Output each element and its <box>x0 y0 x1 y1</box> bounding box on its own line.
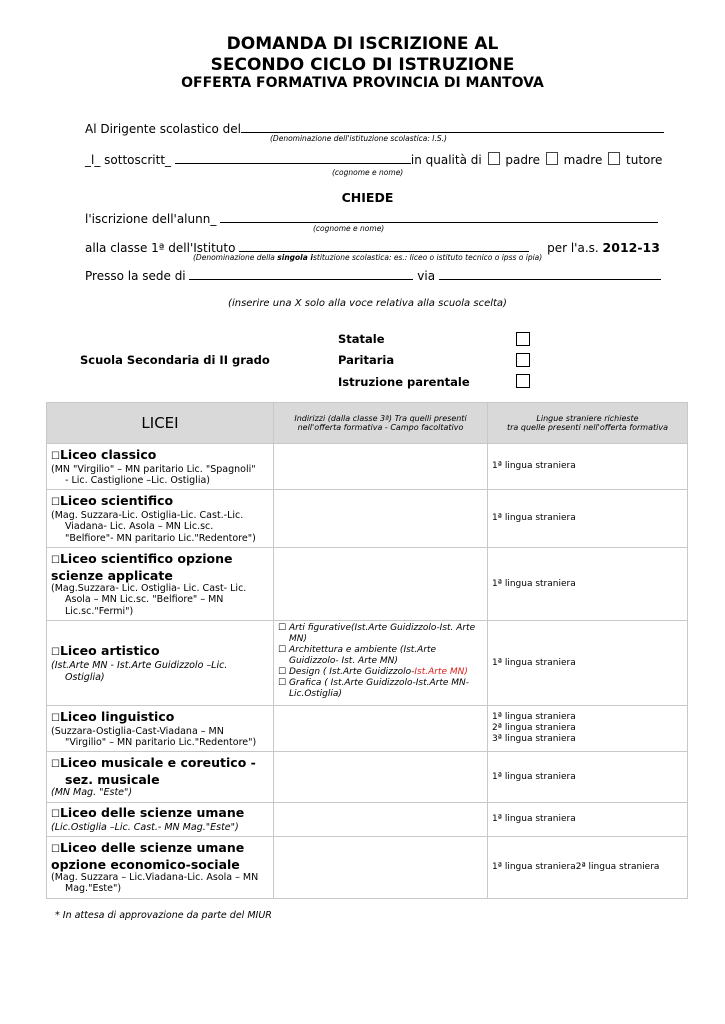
liceo-classico-name: ☐Liceo classico <box>51 446 157 462</box>
classe-hint-post: stituzione scolastica: es.: liceo o istituto tecnico o ipss o ipia) <box>313 253 543 262</box>
indirizzi-cell[interactable] <box>274 706 488 752</box>
dirigente-label: Al Dirigente scolastico del <box>85 122 241 136</box>
sede-line <box>85 268 661 283</box>
indirizzo-architettura[interactable]: ☐ Architettura e ambiente (Ist.Arte <box>278 645 437 655</box>
liceo-scientifico-sa-name: ☐Liceo scientifico opzione <box>51 550 233 566</box>
classe-hint-pre: (Denominazione della <box>193 253 278 262</box>
table-row <box>47 444 688 490</box>
liceo-economico-sociale-name: ☐Liceo delle scienze umane <box>51 839 245 855</box>
indirizzo-arti-figurative[interactable]: ☐ Arti figurative(Ist.Arte Guidizzolo-Ist. Arte <box>278 623 476 633</box>
liceo-desc-line: (Mag. Suzzara-Lic. Ostiglia-Lic. Cast.-Lic. <box>51 509 244 521</box>
dirigente-field[interactable] <box>241 121 664 133</box>
liceo-musicale-cell[interactable] <box>47 752 274 803</box>
liceo-scientifico-name: ☐Liceo scientifico <box>51 492 174 508</box>
lingua-1: 1ª lingua straniera <box>492 712 576 722</box>
liceo-desc-line: (Lic.Ostiglia –Lic. Cast.- MN Mag."Este") <box>51 822 239 833</box>
dirigente-hint: (Denominazione dell'istituzione scolastica: I.S.) <box>270 134 447 143</box>
in-qualita-label: in qualità di <box>410 153 482 167</box>
indirizzi-cell[interactable] <box>274 548 488 621</box>
parentale-checkbox[interactable] <box>516 374 530 388</box>
liceo-economico-sociale-name2: opzione economico-sociale <box>51 856 240 872</box>
liceo-artistico-name: ☐Liceo artistico <box>51 643 160 658</box>
checkbox-icon[interactable]: ☐ <box>278 678 287 688</box>
liceo-scientifico-sa-name2: scienze applicate <box>51 567 173 583</box>
header-lingue-line2: tra quelle presenti nell'offerta formativa <box>507 423 668 432</box>
istituto-field[interactable] <box>239 240 529 252</box>
madre-checkbox[interactable] <box>546 152 558 165</box>
paritaria-checkbox[interactable] <box>516 353 530 367</box>
statale-checkbox[interactable] <box>516 332 530 346</box>
liceo-desc-line: Ostiglia) <box>65 671 105 683</box>
checkbox-icon[interactable]: ☐ <box>51 712 60 724</box>
liceo-desc-line: Lic.sc."Fermi") <box>65 605 134 617</box>
indirizzo-line: Guidizzolo- Ist. Arte MN) <box>289 656 398 666</box>
lingua-cell[interactable]: 1ª lingua straniera <box>488 803 688 837</box>
checkbox-icon[interactable]: ☐ <box>278 623 287 633</box>
indirizzo-grafica[interactable]: ☐ Grafica ( Ist.Arte Guidizzolo-Ist.Arte MN- <box>278 678 470 688</box>
liceo-desc-line: Viadana- Lic. Asola – MN Lic.sc. <box>65 521 214 533</box>
liceo-economico-sociale-cell[interactable] <box>47 836 274 898</box>
table-row <box>47 548 688 621</box>
indirizzo-line: Lic.Ostiglia) <box>289 689 342 699</box>
lingua-cell[interactable]: 1ª lingua straniera <box>488 621 688 706</box>
parentale-label: Istruzione parentale <box>338 375 470 389</box>
liceo-desc-line: (MN Mag. "Este") <box>51 787 133 799</box>
sottoscritto-line <box>85 152 662 167</box>
indirizzi-cell[interactable] <box>274 444 488 490</box>
lingua-3: 3ª lingua straniera <box>492 734 576 744</box>
liceo-desc-line: "Virgilio" – MN paritario Lic."Redentore") <box>65 737 257 748</box>
liceo-desc-line: (Mag. Suzzara – Lic.Viadana-Lic. Asola – MN <box>51 871 259 883</box>
indirizzi-cell[interactable] <box>274 803 488 837</box>
header-indirizzi-line1: Indirizzi (dalla classe 3ª) Tra quelli presenti <box>294 414 467 423</box>
table-row <box>47 752 688 803</box>
paritaria-label: Paritaria <box>338 353 395 367</box>
classe-hint <box>193 253 542 262</box>
sede-label: Presso la sede di <box>85 269 186 283</box>
padre-label: padre <box>505 153 540 167</box>
iscrizione-hint: (cognome e nome) <box>313 224 385 233</box>
liceo-classico-cell[interactable] <box>47 444 274 490</box>
anno-scolastico: 2012-13 <box>602 240 660 255</box>
liceo-musicale-name2: sez. musicale <box>65 772 160 788</box>
tutore-checkbox[interactable] <box>608 152 620 165</box>
liceo-artistico-cell[interactable] <box>47 621 274 706</box>
lingua-cell[interactable]: 1ª lingua straniera <box>488 548 688 621</box>
liceo-desc-line: Mag."Este") <box>65 883 122 894</box>
lingua-cell[interactable]: 1ª lingua straniera <box>488 490 688 548</box>
lingua-cell[interactable]: 1ª lingua straniera2ª lingua straniera <box>488 836 688 898</box>
checkbox-icon[interactable]: ☐ <box>51 809 60 820</box>
indirizzi-artistico-cell[interactable] <box>274 621 488 706</box>
padre-checkbox[interactable] <box>488 152 500 165</box>
liceo-desc-line: (Suzzara-Ostiglia-Cast-Viadana – MN <box>51 725 224 737</box>
sottoscritto-label: _l_ sottoscritt_ <box>85 153 172 167</box>
sottoscritto-hint: (cognome e nome) <box>332 168 404 177</box>
inserire-note: (inserire una X solo alla voce relativa alla scuola scelta) <box>228 298 507 309</box>
via-field[interactable] <box>439 268 661 280</box>
indirizzo-design[interactable]: ☐ Design ( Ist.Arte Guidizzolo-Ist.Arte MN) <box>278 667 468 677</box>
header-licei: LICEI <box>47 403 274 444</box>
iscrizione-label: l'iscrizione dell'alunn_ <box>85 212 217 226</box>
tutore-label: tutore <box>626 153 663 167</box>
indirizzi-cell[interactable] <box>274 490 488 548</box>
title-line-2: SECONDO CICLO DI ISTRUZIONE <box>210 55 515 75</box>
liceo-desc-line: (MN "Virgilio" – MN paritario Lic. "Spagnoli" <box>51 463 256 475</box>
title-line-1: DOMANDA DI ISCRIZIONE AL <box>226 34 499 54</box>
classe-hint-bold: singola i <box>277 253 313 262</box>
via-label: via <box>417 269 436 283</box>
liceo-musicale-name: ☐Liceo musicale e coreutico - <box>51 755 256 771</box>
iscrizione-field[interactable] <box>220 211 658 223</box>
liceo-desc-line: "Belfiore"- MN paritario Lic."Redentore") <box>65 532 256 544</box>
sottoscritto-field[interactable] <box>175 152 411 164</box>
per-as-label: per l'a.s. <box>547 241 599 255</box>
table-row <box>47 490 688 548</box>
licei-table <box>46 402 688 899</box>
table-row <box>47 803 688 837</box>
table-header-row <box>47 403 688 444</box>
madre-label: madre <box>563 153 603 167</box>
footnote: * In attesa di approvazione da parte del MIUR <box>55 910 272 921</box>
indirizzi-cell[interactable] <box>274 836 488 898</box>
checkbox-icon[interactable]: ☐ <box>51 647 60 658</box>
header-lingue-line1: Lingue straniere richieste <box>536 414 639 423</box>
liceo-desc-line: (Ist.Arte MN - Ist.Arte Guidizzolo –Lic. <box>51 660 228 671</box>
indirizzo-line: MN) <box>289 634 308 644</box>
sede-field[interactable] <box>189 268 413 280</box>
table-row <box>47 706 688 752</box>
checkbox-icon[interactable]: ☐ <box>51 450 60 462</box>
checkbox-icon[interactable]: ☐ <box>51 496 60 508</box>
scuola-secondaria-label: Scuola Secondaria di II grado <box>80 353 270 367</box>
liceo-linguistico-name: ☐Liceo linguistico <box>51 708 175 724</box>
header-indirizzi-line2: nell'offerta formativa - Campo facoltativo <box>297 423 464 432</box>
table-row <box>47 836 688 898</box>
lingua-2: 2ª lingua straniera <box>492 723 576 733</box>
liceo-desc-line: (Mag.Suzzara- Lic. Ostiglia- Lic. Cast- Lic. <box>51 582 247 594</box>
lingua-cell[interactable]: 1ª lingua straniera <box>488 752 688 803</box>
statale-label: Statale <box>338 332 385 346</box>
checkbox-icon[interactable]: ☐ <box>51 554 60 566</box>
classe-label: alla classe 1ª dell'Istituto <box>85 241 236 255</box>
checkbox-icon[interactable]: ☐ <box>51 843 60 855</box>
title-line-3: OFFERTA FORMATIVA PROVINCIA DI MANTOVA <box>181 75 544 91</box>
lingua-cell[interactable] <box>488 706 688 752</box>
liceo-linguistico-cell[interactable] <box>47 706 274 752</box>
indirizzi-cell[interactable] <box>274 752 488 803</box>
liceo-scienze-umane-cell[interactable] <box>47 803 274 837</box>
table-row <box>47 621 688 706</box>
liceo-scientifico-sa-cell[interactable] <box>47 548 274 621</box>
lingua-cell[interactable]: 1ª lingua straniera <box>488 444 688 490</box>
header-lingue <box>488 403 688 444</box>
chiede-heading: CHIEDE <box>341 190 394 205</box>
checkbox-icon[interactable]: ☐ <box>278 645 287 655</box>
checkbox-icon[interactable]: ☐ <box>51 759 60 771</box>
liceo-scienze-umane-name: ☐Liceo delle scienze umane <box>51 805 245 820</box>
checkbox-icon[interactable]: ☐ <box>278 667 287 677</box>
header-indirizzi <box>274 403 488 444</box>
liceo-scientifico-cell[interactable] <box>47 490 274 548</box>
liceo-desc-line: - Lic. Castiglione –Lic. Ostiglia) <box>65 475 210 486</box>
liceo-desc-line: Asola – MN Lic.sc. "Belfiore" – MN <box>65 594 224 606</box>
